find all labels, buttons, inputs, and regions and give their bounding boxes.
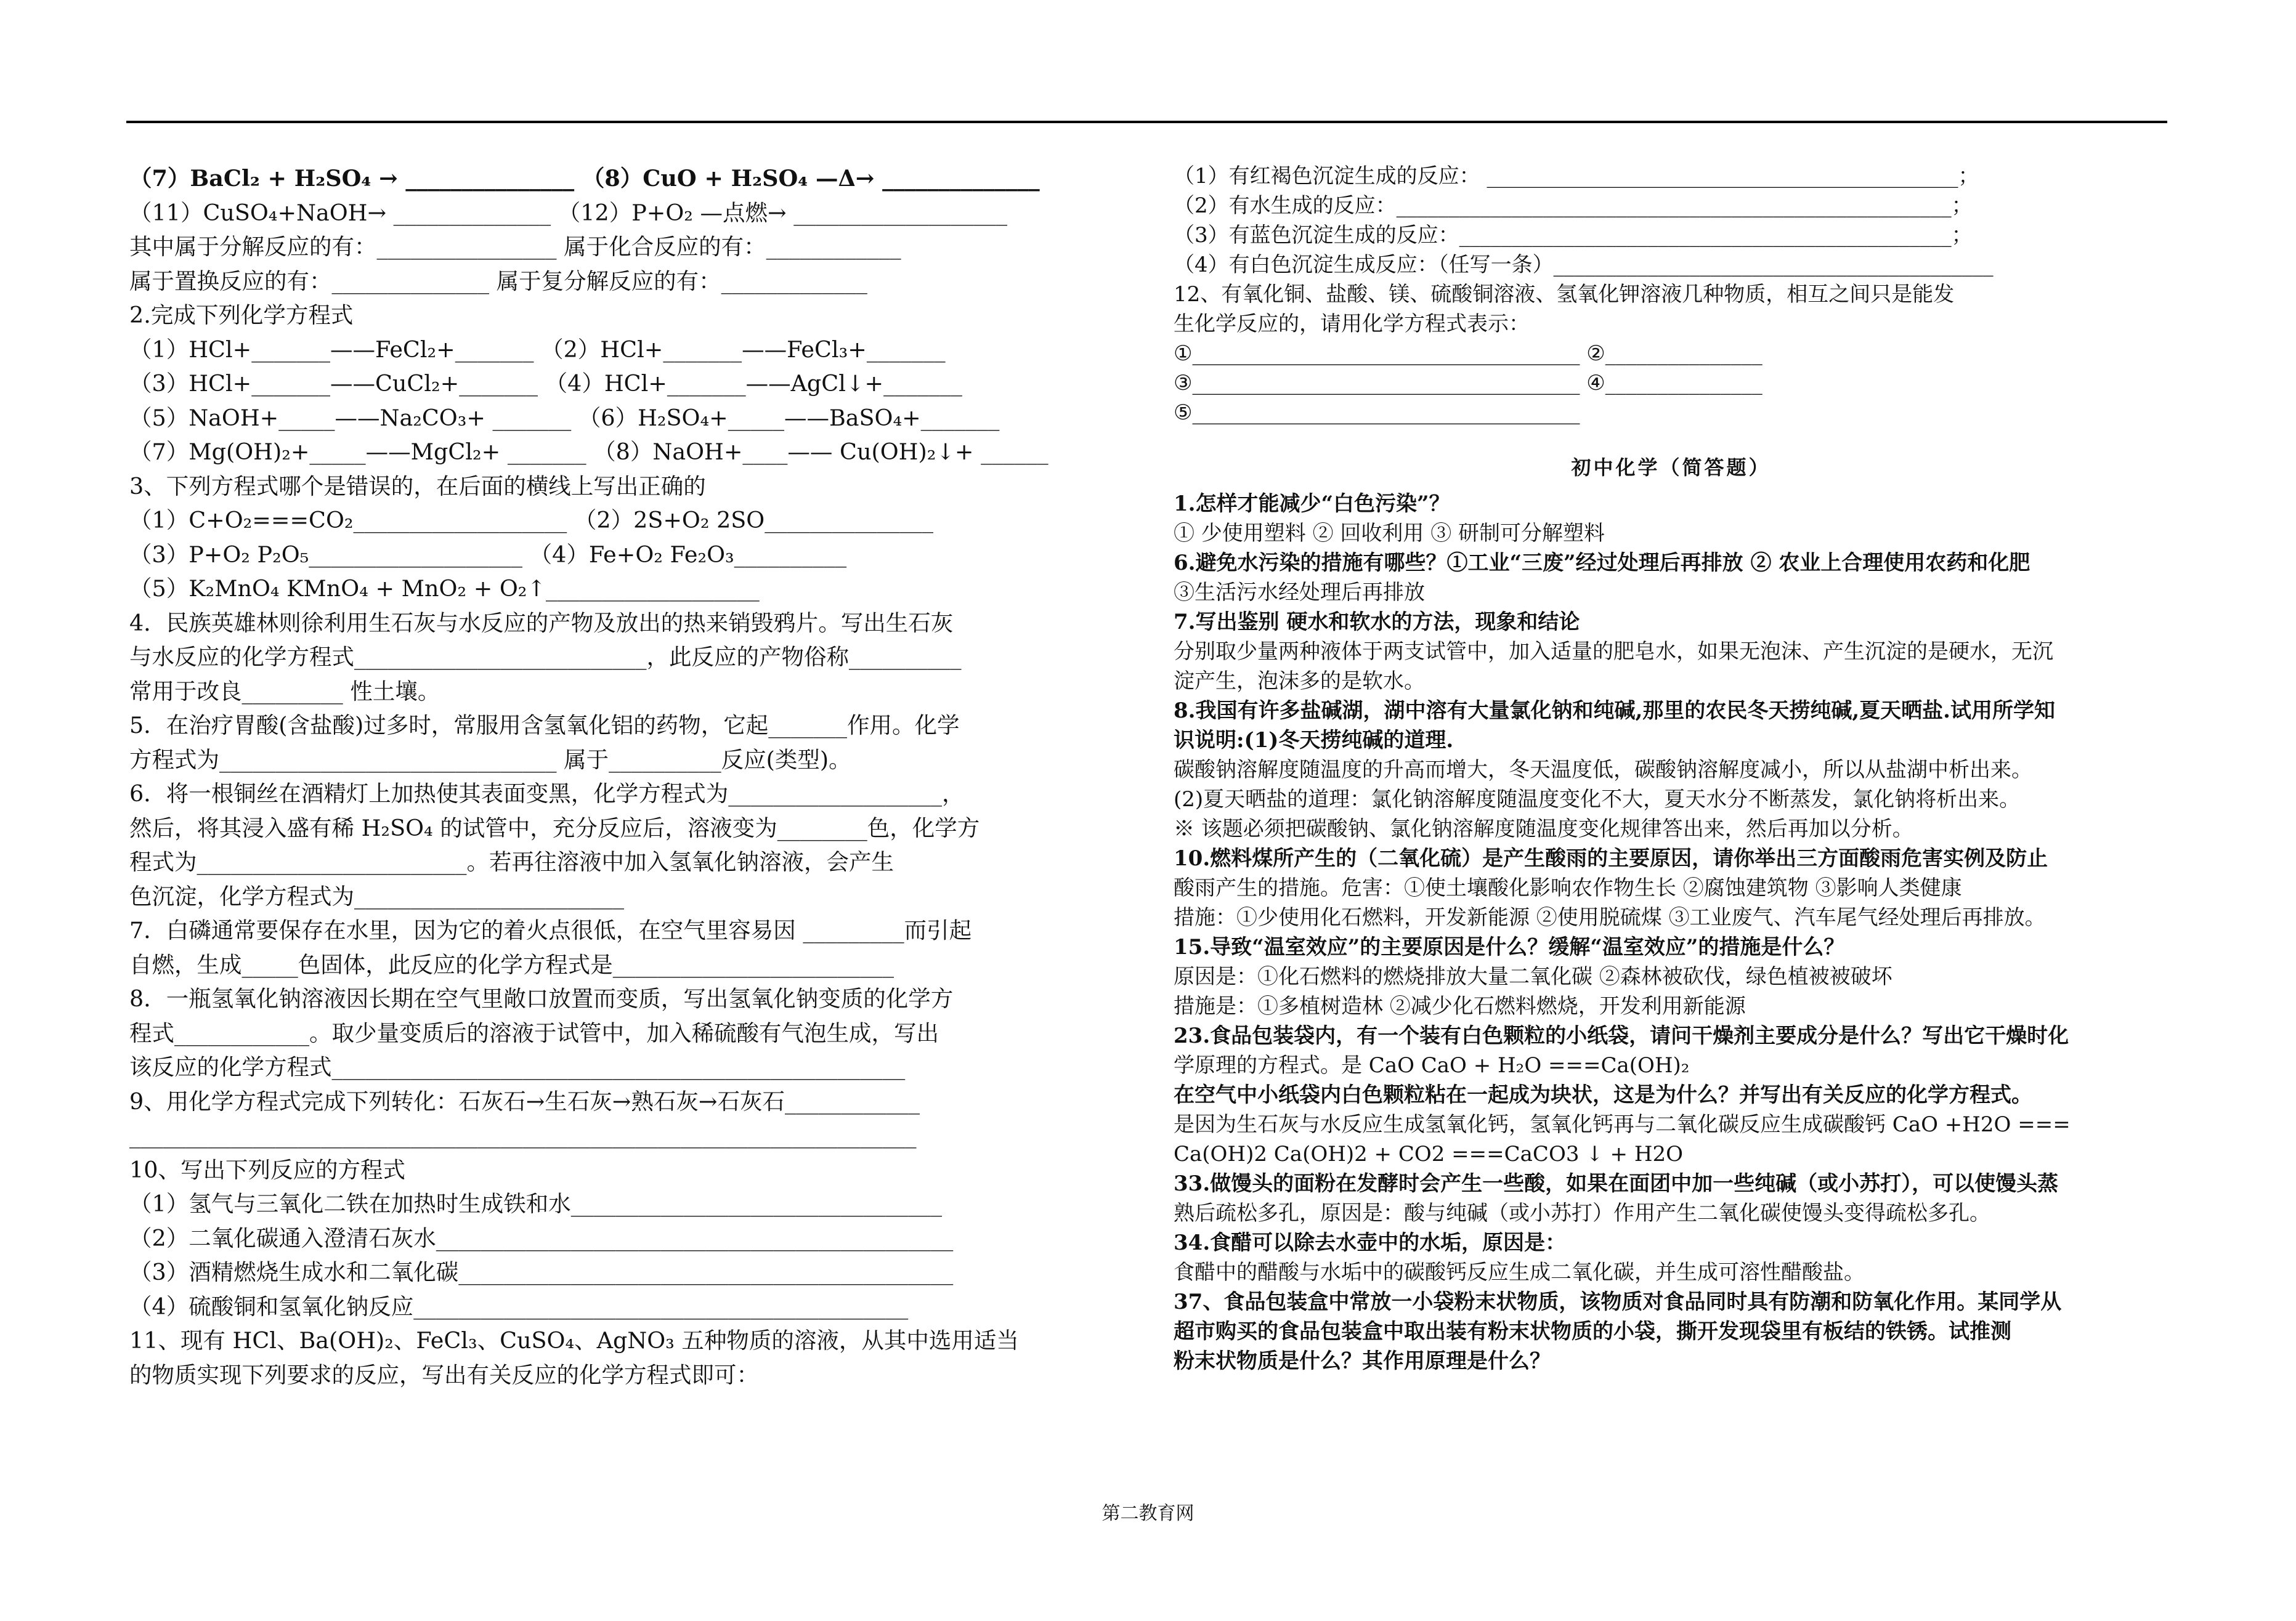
line: （3）HCl+_______——CuCl₂+_______ （4）HCl+_______——AgCl↓+_______ — [129, 370, 962, 397]
question: 8.我国有许多盐碱湖，湖中溶有大量氯化钠和纯碱,那里的农民冬天捞纯碱,夏天晒盐.试用所学知 — [1174, 698, 2056, 723]
line: 其中属于分解反应的有：________________ 属于化合反应的有：____________ — [129, 233, 901, 260]
question: 34.食醋可以除去水壶中的水垢，原因是： — [1174, 1231, 1567, 1255]
line: （1）HCl+_______——FeCl₂+_______ （2）HCl+_______——FeCl₃+_______ — [129, 336, 946, 363]
line: （11）CuSO₄+NaOH→ ______________ （12）P+O₂ —点燃→ ___________________ — [129, 199, 1007, 226]
line: 2.完成下列化学方程式 — [129, 302, 354, 328]
line: （3）P+O₂ P₂O₅___________________ （4）Fe+O₂ Fe₂O₃__________ — [129, 541, 847, 568]
section-title: 初中化学（简答题） — [1571, 456, 1771, 479]
line: （5）K₂MnO₄ KMnO₄ + MnO₂ + O₂↑___________________ — [129, 575, 760, 602]
line: 8．一瓶氢氧化钠溶液因长期在空气里敞口放置而变质，写出氢氧化钠变质的化学方 — [129, 985, 954, 1012]
line: ③_____________________________________ ④_______________ — [1174, 371, 1763, 395]
answer: 淀产生，泡沫多的是软水。 — [1174, 669, 1425, 693]
question: 识说明:(1)冬天捞纯碱的道理. — [1174, 728, 1454, 753]
line: 10、写出下列反应的方程式 — [129, 1156, 405, 1183]
answer: 原因是：①化石燃料的燃烧排放大量二氧化碳 ②森林被砍伐，绿色植被被破坏 — [1174, 964, 1892, 989]
line: （5）NaOH+_____——Na₂CO₃+ _______ （6）H₂SO₄+_____——BaSO₄+_______ — [129, 404, 1000, 431]
line: 3、下列方程式哪个是错误的，在后面的横线上写出正确的 — [129, 472, 706, 499]
answer: 学原理的方程式。是 CaO CaO + H₂O ===Ca(OH)₂ — [1174, 1053, 1690, 1078]
question: 7.写出鉴别 硬水和软水的方法，现象和结论 — [1174, 610, 1580, 634]
spacer — [1174, 427, 2168, 446]
left-column — [129, 161, 1130, 1392]
line: 常用于改良_________ 性土壤。 — [129, 677, 440, 705]
question: 粉末状物质是什么？其作用原理是什么？ — [1174, 1349, 1551, 1373]
question: 6.避免水污染的措施有哪些？①工业“三废”经过处理后再排放 ② 农业上合理使用农药和化肥 — [1174, 551, 2030, 575]
answer: 措施是：①多植树造林 ②减少化石燃料燃烧，开发利用新能源 — [1174, 994, 1746, 1019]
line: 11、现有 HCl、Ba(OH)₂、FeCl₃、CuSO₄、AgNO₃ 五种物质的溶液，从其中选用适当 — [129, 1327, 1019, 1354]
line: （4）有白色沉淀生成反应：（任写一条）__________________________________________ — [1174, 253, 1994, 277]
page-footer: 第二教育网 — [1101, 1503, 1195, 1524]
line: 色沉淀，化学方程式为________________________ — [129, 883, 624, 910]
answer: 是因为生石灰与水反应生成氢氧化钙，氢氧化钙再与二氧化碳反应生成碳酸钙 CaO +H2O === — [1174, 1112, 2071, 1137]
line: 12、有氧化铜、盐酸、镁、硫酸铜溶液、氢氧化钾溶液几种物质，相互之间只是能发 — [1174, 282, 1955, 307]
question: 在空气中小纸袋内白色颗粒粘在一起成为块状，这是为什么？并写出有关反应的化学方程式。 — [1174, 1083, 2032, 1107]
question: 超市购买的食品包装盒中取出装有粉末状物质的小袋，撕开发现袋里有板结的铁锈。试推测 — [1174, 1319, 2011, 1344]
line: （1）C+O₂===CO₂___________________ （2）2S+O₂ 2SO_______________ — [129, 507, 933, 533]
line: ⑤_____________________________________ — [1174, 400, 1580, 425]
answer: 分别取少量两种液体于两支试管中，加入适量的肥皂水，如果无泡沫、产生沉淀的是硬水，无沉 — [1174, 639, 2053, 664]
line: 9、用化学方程式完成下列转化：石灰石→生石灰→熟石灰→石灰石____________ — [129, 1088, 920, 1115]
line: （2）二氧化碳通入澄清石灰水______________________________________________ — [129, 1224, 954, 1251]
line: （1）有红褐色沉淀生成的反应： _____________________________________________； — [1174, 164, 1979, 188]
right-column — [1174, 161, 2168, 1376]
line: 该反应的化学方程式___________________________________________________ — [129, 1054, 906, 1080]
answer: ① 少使用塑料 ② 回收利用 ③ 研制可分解塑料 — [1174, 521, 1605, 546]
answer: (2)夏天晒盐的道理：氯化钠溶解度随温度变化不大，夏天水分不断蒸发，氯化钠将析出来。 — [1174, 787, 2021, 812]
line: 5．在治疗胃酸(含盐酸)过多时，常服用含氢氧化铝的药物，它起_______作用。化学 — [129, 712, 960, 738]
answer: 食醋中的醋酸与水垢中的碳酸钙反应生成二氧化碳，并生成可溶性醋酸盐。 — [1174, 1260, 1865, 1285]
line: ______________________________________________________________________ — [129, 1122, 917, 1149]
line: 程式____________。取少量变质后的溶液于试管中，加入稀硫酸有气泡生成，写出 — [129, 1019, 939, 1046]
line: （1）氢气与三氧化二铁在加热时生成铁和水_________________________________ — [129, 1190, 942, 1217]
line: （7）Mg(OH)₂+_____——MgCl₂+ _______ （8）NaOH+____—— Cu(OH)₂↓+ ______ — [129, 439, 1049, 465]
question: 15.导致“温室效应”的主要原因是什么？缓解“温室效应”的措施是什么？ — [1174, 935, 1845, 960]
answer: Ca(OH)2 Ca(OH)2 + CO2 ===CaCO3 ↓ + H2O — [1174, 1142, 1684, 1166]
line: 6．将一根铜丝在酒精灯上加热使其表面变黑，化学方程式为___________________， — [129, 780, 965, 807]
answer: ③生活污水经处理后再排放 — [1174, 580, 1425, 605]
answer: 酸雨产生的措施。危害：①使土壤酸化影响农作物生长 ②腐蚀建筑物 ③影响人类健康 — [1174, 876, 1962, 900]
question: 23.食品包装袋内，有一个装有白色颗粒的小纸袋，请问干燥剂主要成分是什么？写出它干燥时化 — [1174, 1024, 2069, 1048]
line: 方程式为______________________________ 属于__________反应(类型)。 — [129, 746, 851, 773]
line: （4）硫酸铜和氢氧化钠反应____________________________________________ — [129, 1293, 909, 1320]
line: （7）BaCl₂ + H₂SO₄ → _______________ （8）CuO + H₂SO₄ —Δ→ ______________ — [129, 165, 1040, 192]
line: 的物质实现下列要求的反应，写出有关反应的化学方程式即可： — [129, 1361, 759, 1388]
question: 10.燃料煤所产生的（二氧化硫）是产生酸雨的主要原因，请你举出三方面酸雨危害实例及防止 — [1174, 846, 2048, 871]
line: （3）酒精燃烧生成水和二氧化碳____________________________________________ — [129, 1259, 954, 1285]
line: （2）有水生成的反应：_____________________________________________________； — [1174, 193, 1973, 218]
line: 与水反应的化学方程式__________________________，此反应的产物俗称__________ — [129, 644, 962, 670]
question: 1.怎样才能减少“白色污染”？ — [1174, 491, 1450, 516]
answer: 碳酸钠溶解度随温度的升高而增大，冬天温度低，碳酸钠溶解度减小，所以从盐湖中析出来。 — [1174, 758, 2032, 782]
line: （3）有蓝色沉淀生成的反应：_______________________________________________； — [1174, 223, 1973, 248]
line: 自燃，生成_____色固体，此反应的化学方程式是_________________________ — [129, 951, 894, 978]
answer: ※ 该题必须把碳酸钠、氯化钠溶解度随温度变化规律答出来，然后再加以分析。 — [1174, 817, 1913, 841]
question: 37、食品包装盒中常放一小袋粉末状物质，该物质对食品同时具有防潮和防氧化作用。某同学从 — [1174, 1290, 2062, 1314]
question: 33.做馒头的面粉在发酵时会产生一些酸，如果在面团中加一些纯碱（或小苏打），可以使馒头蒸 — [1174, 1171, 2059, 1196]
line: 7．白磷通常要保存在水里，因为它的着火点很低，在空气里容易因 _________而引起 — [129, 917, 972, 944]
answer: 熟后疏松多孔，原因是：酸与纯碱（或小苏打）作用产生二氧化碳使馒头变得疏松多孔。 — [1174, 1201, 1990, 1226]
line: 属于置换反应的有：______________ 属于复分解反应的有：_____________ — [129, 267, 867, 294]
line: 4．民族英雄林则徐利用生石灰与水反应的产物及放出的热来销毁鸦片。写出生石灰 — [129, 609, 954, 636]
line: 然后，将其浸入盛有稀 H₂SO₄ 的试管中，充分反应后，溶液变为________色，化学方 — [129, 814, 980, 841]
line: 生化学反应的，请用化学方程式表示： — [1174, 312, 1530, 336]
answer: 措施：①少使用化石燃料，开发新能源 ②使用脱硫煤 ③工业废气、汽车尾气经处理后再排放。 — [1174, 905, 2046, 930]
line: ①_____________________________________ ②_______________ — [1174, 341, 1763, 366]
line: 程式为________________________。若再往溶液中加入氢氧化钠溶液，会产生 — [129, 849, 894, 875]
header-rule — [126, 121, 2167, 123]
